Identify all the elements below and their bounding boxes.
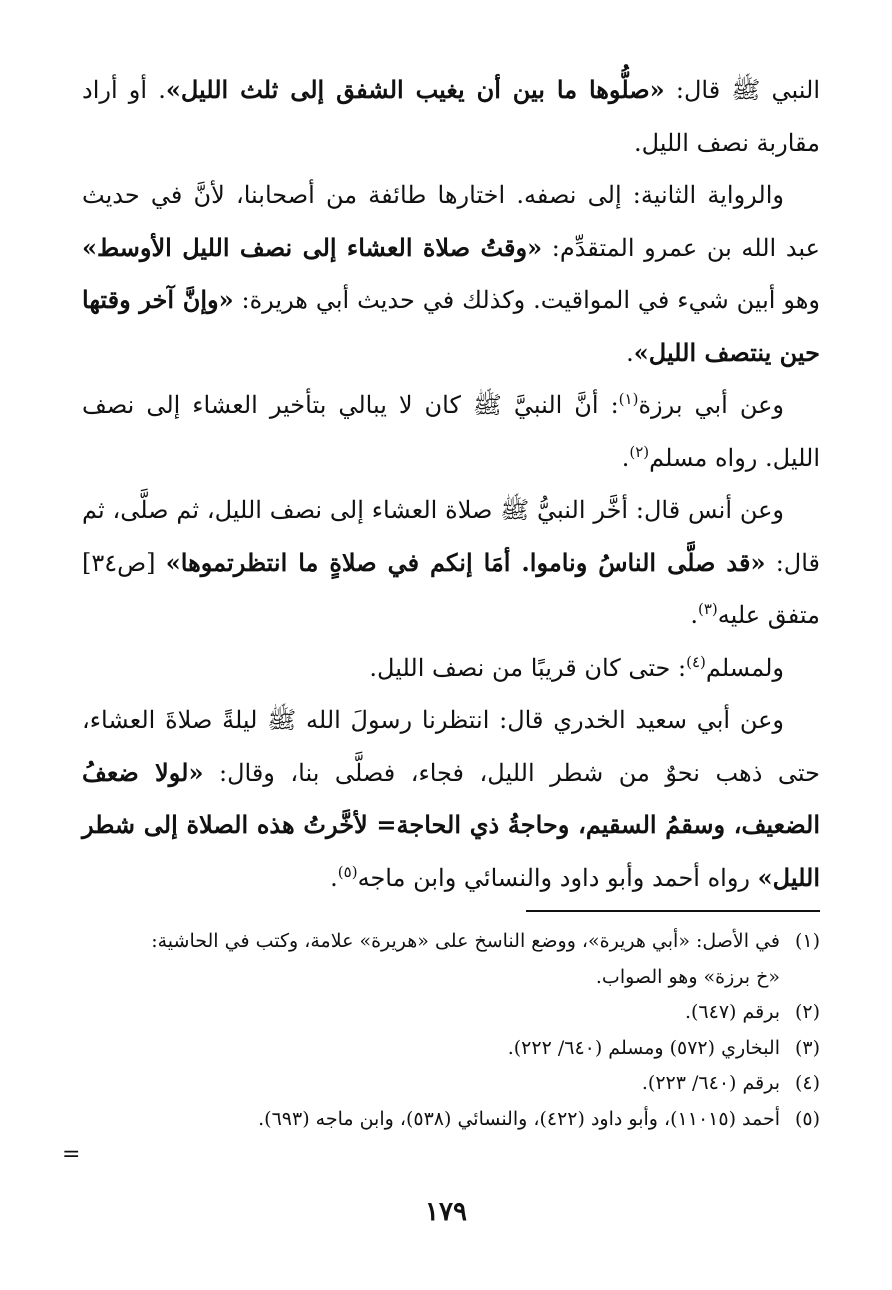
paragraph-5: ولمسلم$^{(٤)}$: حتى كان قريبًا من نصف الليل. [369,652,784,682]
page-number: ١٧٩ [425,1197,467,1227]
hadith-quote: «لولا ضعفُ الضعيف، وسقمُ السقيم، وحاجةُ ذي الحاجة= لأخَّرتُ هذه الصلاة إلى شطر الليل» [82,757,820,892]
footnote-ref: (٤) [686,652,706,671]
main-text [82,64,820,904]
footnote-ref: (١) [618,390,639,408]
footnote-5 [82,1102,820,1138]
footnote-number: (٤) [794,1072,820,1094]
footnote-number: (١) [794,930,820,952]
continuation-mark: = [62,1142,81,1167]
footnote-separator [526,910,820,912]
footnote-text: برقم (٦٤٠/ ٢٢٣). [641,1072,780,1094]
footnote-text-continued: «خ برزة» وهو الصواب. [595,965,780,988]
footnote-text: برقم (٦٤٧). [684,1001,780,1023]
footnote-ref: (٢) [629,442,650,461]
hadith-quote: «قد صلَّى الناسُ وناموا. أمَا إنكم في صلاةٍ ما انتظرتموها» [165,547,766,577]
footnote-text: البخاري (٥٧٢) ومسلم (٦٤٠/ ٢٢٢). [507,1036,780,1059]
hadith-quote: «وقتُ صلاة العشاء إلى نصف الليل الأوسط» [82,232,543,262]
footnote-2 [82,995,820,1031]
hadith-quote: «صلُّوها ما بين أن يغيب الشفق إلى ثلث الليل» [165,75,665,104]
footnote-ref: (٥) [337,862,358,881]
footnote-number: (٢) [794,1001,820,1023]
footnotes [82,924,820,1137]
footnote-text: في الأصل: «أبي هريرة»، ووضع الناسخ على «هريرة» علامة، وكتب في الحاشية: [151,930,780,952]
paragraph-1: النبي ﷺ قال: «صلُّوها ما بين أن يغيب الشفق إلى ثلث الليل». أو أراد مقاربة نصف الليل. [82,75,821,157]
hadith-quote: «وإنَّ آخر وقتها حين ينتصف الليل» [82,285,820,367]
footnote-1 [82,924,820,995]
paragraph-4: وعن أنس قال: أخَّر النبيُّ ﷺ صلاة العشاء إلى نصف الليل، ثم صلَّى، ثم قال: «قد صلَّى الناسُ وناموا. أمَا إنكم في صلاةٍ ما انتظرتموها» [ص٣٤] متفق عليه$^{(٣)}$. [82,496,821,629]
footnote-ref: (٣) [697,600,718,618]
footnote-number: (٣) [794,1036,820,1059]
footnote-4 [82,1066,820,1102]
paragraph-6: وعن أبي سعيد الخدري قال: انتظرنا رسولَ الله ﷺ ليلةً صلاةَ العشاء، حتى ذهب نحوٌ من شطر الليل، فجاء، فصلَّى بنا، وقال: «لولا ضعفُ الضعيف، وسقمُ السقيم، وحاجةُ ذي الحاجة= لأخَّرتُ هذه الصلاة إلى شطر الليل» رواه أحمد وأبو داود والنسائي وابن ماجه$^{(٥)}$. [82,706,821,892]
footnote-3 [82,1031,820,1067]
footnote-text: أحمد (١١٠١٥)، وأبو داود (٤٢٢)، والنسائي (٥٣٨)، وابن ماجه (٦٩٣). [258,1107,780,1130]
paragraph-2: والرواية الثانية: إلى نصفه. اختارها طائفة من أصحابنا، لأنَّ في حديث عبد الله بن عمرو المتقدِّم: «وقتُ صلاة العشاء إلى نصف الليل الأوسط» وهو أبين شيء في المواقيت. وكذلك في حديث أبي هريرة: «وإنَّ آخر وقتها حين ينتصف الليل». [82,181,820,367]
paragraph-3: وعن أبي برزة$^{(١)}$: أنَّ النبيَّ ﷺ كان لا يبالي بتأخير العشاء إلى نصف الليل. رواه مسلم$^{(٢)}$. [82,390,820,472]
footnote-number: (٥) [794,1107,820,1130]
